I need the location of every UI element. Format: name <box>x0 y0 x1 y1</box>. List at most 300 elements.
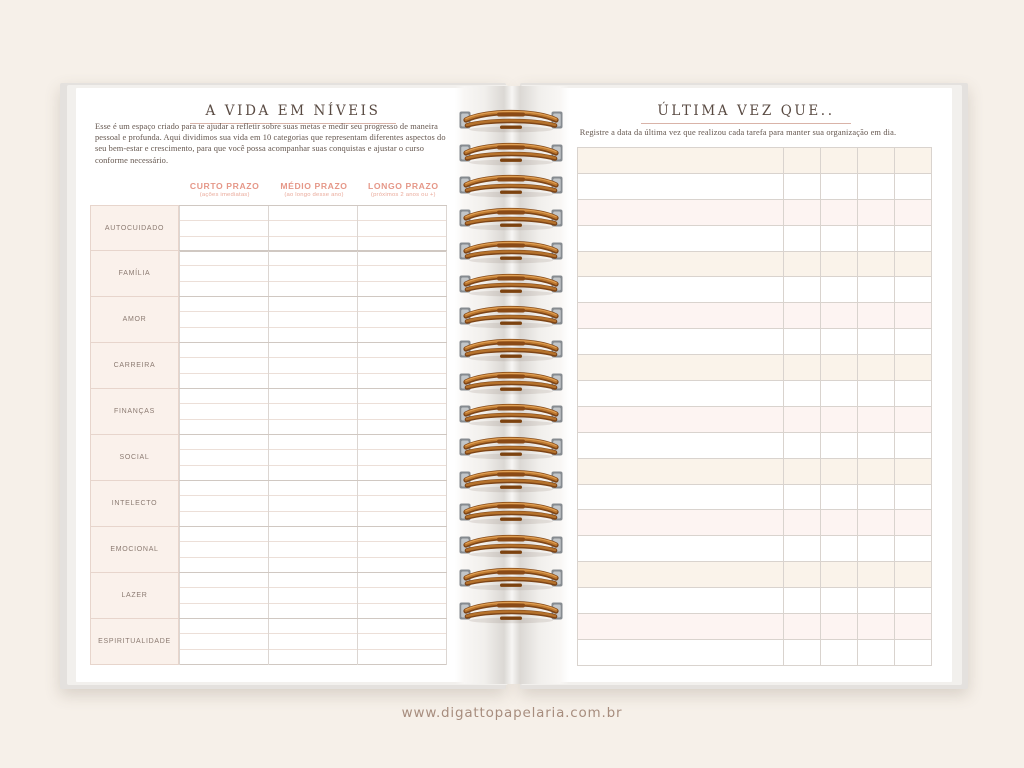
date-cell <box>895 355 931 380</box>
column-header-sublabel: (ações imediatas) <box>199 192 250 198</box>
binder-ring <box>459 401 563 427</box>
goal-line-cell <box>269 282 357 297</box>
date-cell <box>821 381 858 406</box>
category-label: EMOCIONAL <box>90 526 179 573</box>
date-cell <box>858 355 895 380</box>
date-cell <box>895 200 931 225</box>
goal-line-cell <box>180 481 268 496</box>
column-header-sublabel: (próximos 2 anos ou +) <box>370 192 436 198</box>
date-cell <box>821 640 858 665</box>
goal-column <box>268 481 357 527</box>
date-cell <box>858 407 895 432</box>
goal-line-cell <box>180 450 268 465</box>
date-cell <box>821 407 858 432</box>
task-row <box>578 485 931 511</box>
goal-line-cell <box>180 206 268 221</box>
binder-ring-glyph <box>459 434 563 460</box>
binder-ring <box>459 172 563 198</box>
goal-line-cell <box>358 450 446 465</box>
goal-column <box>357 206 447 251</box>
task-cell <box>578 459 784 484</box>
date-cell <box>784 148 821 173</box>
date-cell <box>784 459 821 484</box>
category-label: SOCIAL <box>90 434 179 481</box>
category-columns <box>179 296 447 343</box>
goal-line-cell <box>269 450 357 465</box>
date-cell <box>821 329 858 354</box>
binder-ring-glyph <box>459 369 563 395</box>
date-cell <box>895 433 931 458</box>
goal-column <box>268 297 357 343</box>
date-cell <box>895 329 931 354</box>
task-row <box>578 640 931 665</box>
task-row <box>578 148 931 174</box>
date-cell <box>821 226 858 251</box>
task-row <box>578 174 931 200</box>
goal-line-cell <box>358 404 446 419</box>
right-page-title: ÚLTIMA VEZ QUE.. <box>641 103 850 124</box>
goal-line-cell <box>180 604 268 619</box>
date-cell <box>821 588 858 613</box>
life-levels-table <box>90 205 447 665</box>
category-row <box>90 297 447 343</box>
binder-ring-glyph <box>459 107 563 133</box>
goal-line-cell <box>358 358 446 373</box>
task-cell <box>578 485 784 510</box>
task-cell <box>578 174 784 199</box>
category-row <box>90 619 447 665</box>
date-cell <box>895 485 931 510</box>
goal-column <box>357 481 447 527</box>
goal-column <box>357 435 447 481</box>
date-cell <box>895 252 931 277</box>
date-cell <box>821 277 858 302</box>
goal-column <box>179 389 268 435</box>
task-row <box>578 459 931 485</box>
date-cell <box>784 510 821 535</box>
binder-ring <box>459 107 563 133</box>
task-row <box>578 510 931 536</box>
date-cell <box>858 536 895 561</box>
goal-column <box>179 619 268 665</box>
date-cell <box>784 252 821 277</box>
category-row <box>90 251 447 297</box>
task-row <box>578 329 931 355</box>
date-cell <box>895 148 931 173</box>
date-cell <box>784 614 821 639</box>
column-header-sublabel: (ao longo desse ano) <box>284 192 344 198</box>
goal-line-cell <box>180 358 268 373</box>
binder-ring-glyph <box>459 303 563 329</box>
category-label: ESPIRITUALIDADE <box>90 618 179 665</box>
date-cell <box>784 588 821 613</box>
column-header <box>180 181 269 198</box>
date-cell <box>858 640 895 665</box>
date-cell <box>895 174 931 199</box>
goal-column <box>268 527 357 573</box>
task-row <box>578 277 931 303</box>
goal-line-cell <box>180 634 268 649</box>
task-row <box>578 200 931 226</box>
goal-line-cell <box>269 221 357 236</box>
goal-column <box>357 619 447 665</box>
goal-line-cell <box>358 634 446 649</box>
goal-line-cell <box>358 297 446 312</box>
date-cell <box>784 536 821 561</box>
date-cell <box>858 252 895 277</box>
goal-line-cell <box>269 404 357 419</box>
goal-column <box>357 297 447 343</box>
date-cell <box>895 381 931 406</box>
goal-line-cell <box>269 481 357 496</box>
goal-line-cell <box>358 496 446 511</box>
category-label: AMOR <box>90 296 179 343</box>
goal-line-cell <box>269 512 357 527</box>
left-page <box>76 88 510 682</box>
task-row <box>578 381 931 407</box>
goal-column <box>179 297 268 343</box>
goal-column <box>357 389 447 435</box>
date-cell <box>821 148 858 173</box>
date-cell <box>784 303 821 328</box>
category-label: LAZER <box>90 572 179 619</box>
goal-line-cell <box>269 466 357 481</box>
binder-ring-glyph <box>459 401 563 427</box>
date-cell <box>895 588 931 613</box>
date-cell <box>895 226 931 251</box>
goal-line-cell <box>180 282 268 297</box>
goal-line-cell <box>358 604 446 619</box>
category-label: AUTOCUIDADO <box>90 205 179 251</box>
date-cell <box>895 536 931 561</box>
goal-line-cell <box>180 558 268 573</box>
goal-line-cell <box>180 512 268 527</box>
date-cell <box>821 303 858 328</box>
footer-url: www.digattopapelaria.com.br <box>401 705 623 721</box>
category-label: INTELECTO <box>90 480 179 527</box>
binder-ring-glyph <box>459 565 563 591</box>
goal-line-cell <box>180 328 268 343</box>
goal-line-cell <box>358 343 446 358</box>
binder-ring <box>459 271 563 297</box>
task-cell <box>578 407 784 432</box>
category-row <box>90 205 447 251</box>
goal-line-cell <box>269 435 357 450</box>
task-cell <box>578 252 784 277</box>
date-cell <box>784 355 821 380</box>
date-cell <box>858 588 895 613</box>
task-row <box>578 303 931 329</box>
date-cell <box>821 614 858 639</box>
date-cell <box>895 277 931 302</box>
date-cell <box>821 200 858 225</box>
binder-ring-glyph <box>459 598 563 624</box>
date-cell <box>895 640 931 665</box>
goal-line-cell <box>358 542 446 557</box>
binder-ring-glyph <box>459 532 563 558</box>
goal-line-cell <box>180 588 268 603</box>
task-cell <box>578 588 784 613</box>
goal-column <box>268 389 357 435</box>
date-cell <box>858 148 895 173</box>
task-row <box>578 252 931 278</box>
goal-line-cell <box>358 206 446 221</box>
category-columns <box>179 480 447 527</box>
goal-line-cell <box>269 251 357 266</box>
category-row <box>90 389 447 435</box>
binder-ring <box>459 238 563 264</box>
goal-column <box>357 527 447 573</box>
date-cell <box>858 226 895 251</box>
goal-line-cell <box>269 266 357 281</box>
date-cell <box>784 381 821 406</box>
goal-line-cell <box>180 374 268 389</box>
date-cell <box>821 510 858 535</box>
task-cell <box>578 510 784 535</box>
left-page-title: A VIDA EM NÍVEIS <box>190 103 397 124</box>
binder-ring-glyph <box>459 499 563 525</box>
goal-line-cell <box>180 297 268 312</box>
goal-line-cell <box>180 435 268 450</box>
column-header <box>269 181 358 198</box>
goal-line-cell <box>358 481 446 496</box>
column-header-label: MÉDIO PRAZO <box>280 181 348 191</box>
date-cell <box>784 226 821 251</box>
date-cell <box>895 459 931 484</box>
goal-line-cell <box>180 420 268 435</box>
left-column-headers <box>180 181 448 198</box>
task-cell <box>578 381 784 406</box>
category-row <box>90 435 447 481</box>
date-cell <box>821 174 858 199</box>
binder-ring-glyph <box>459 336 563 362</box>
category-label: FAMÍLIA <box>90 250 179 297</box>
right-page <box>522 88 952 682</box>
goal-line-cell <box>269 558 357 573</box>
goal-line-cell <box>180 343 268 358</box>
date-cell <box>858 303 895 328</box>
date-cell <box>784 329 821 354</box>
task-row <box>578 226 931 252</box>
goal-line-cell <box>180 466 268 481</box>
date-cell <box>821 536 858 561</box>
left-page-intro: Esse é um espaço criado para te ajudar a refletir sobre suas metas e medir seu progresso de maneira pessoal e profunda. Aqui dividimos sua vida em 10 categorias que representam diferentes aspectos do seu bem-estar e crescimento, para que você possa acompanhar suas conquistas e ajustar o curso conforme necessário. <box>95 122 446 165</box>
goal-line-cell <box>358 420 446 435</box>
binder-ring-glyph <box>459 271 563 297</box>
goal-line-cell <box>358 650 446 665</box>
goal-line-cell <box>358 619 446 634</box>
category-row <box>90 573 447 619</box>
goal-line-cell <box>180 573 268 588</box>
category-row <box>90 343 447 389</box>
goal-line-cell <box>180 496 268 511</box>
goal-column <box>268 619 357 665</box>
goal-line-cell <box>358 312 446 327</box>
task-cell <box>578 200 784 225</box>
category-columns <box>179 342 447 389</box>
goal-column <box>179 573 268 619</box>
date-cell <box>895 407 931 432</box>
task-cell <box>578 277 784 302</box>
goal-line-cell <box>269 604 357 619</box>
goal-line-cell <box>269 343 357 358</box>
goal-column <box>179 435 268 481</box>
goal-line-cell <box>269 573 357 588</box>
goal-line-cell <box>269 619 357 634</box>
date-cell <box>858 485 895 510</box>
goal-line-cell <box>180 221 268 236</box>
category-columns <box>179 572 447 619</box>
goal-line-cell <box>269 206 357 221</box>
goal-line-cell <box>358 558 446 573</box>
date-cell <box>821 252 858 277</box>
category-columns <box>179 205 447 251</box>
date-cell <box>784 407 821 432</box>
goal-column <box>179 206 268 251</box>
task-cell <box>578 640 784 665</box>
date-cell <box>784 640 821 665</box>
goal-line-cell <box>269 358 357 373</box>
date-cell <box>895 614 931 639</box>
goal-line-cell <box>358 573 446 588</box>
goal-line-cell <box>180 542 268 557</box>
category-row <box>90 481 447 527</box>
goal-line-cell <box>358 374 446 389</box>
goal-line-cell <box>180 251 268 266</box>
goal-line-cell <box>180 619 268 634</box>
goal-line-cell <box>269 542 357 557</box>
goal-column <box>268 206 357 251</box>
binder-ring-glyph <box>459 467 563 493</box>
date-cell <box>858 329 895 354</box>
date-cell <box>784 433 821 458</box>
date-cell <box>858 562 895 587</box>
date-cell <box>858 277 895 302</box>
date-cell <box>784 200 821 225</box>
goal-line-cell <box>269 328 357 343</box>
task-cell <box>578 226 784 251</box>
date-cell <box>784 562 821 587</box>
binder-ring-glyph <box>459 205 563 231</box>
binder-ring <box>459 140 563 166</box>
goal-column <box>268 435 357 481</box>
goal-line-cell <box>180 312 268 327</box>
date-cell <box>821 355 858 380</box>
goal-line-cell <box>180 266 268 281</box>
category-columns <box>179 250 447 297</box>
date-cell <box>821 459 858 484</box>
goal-line-cell <box>358 389 446 404</box>
task-cell <box>578 329 784 354</box>
category-columns <box>179 526 447 573</box>
date-cell <box>858 510 895 535</box>
binder-ring <box>459 205 563 231</box>
goal-line-cell <box>269 650 357 665</box>
goal-line-cell <box>358 266 446 281</box>
date-cell <box>858 614 895 639</box>
goal-column <box>268 573 357 619</box>
right-page-subtitle: Registre a data da última vez que realizou cada tarefa para manter sua organização em dia. <box>579 128 897 137</box>
goal-column <box>357 343 447 389</box>
date-cell <box>858 381 895 406</box>
goal-line-cell <box>358 328 446 343</box>
date-cell <box>895 303 931 328</box>
binder-ring <box>459 532 563 558</box>
binder-ring <box>459 303 563 329</box>
date-cell <box>821 562 858 587</box>
goal-line-cell <box>358 221 446 236</box>
goal-column <box>268 251 357 297</box>
goal-line-cell <box>269 527 357 542</box>
goal-line-cell <box>358 251 446 266</box>
task-cell <box>578 433 784 458</box>
date-cell <box>858 174 895 199</box>
task-cell <box>578 562 784 587</box>
task-row <box>578 614 931 640</box>
task-row <box>578 588 931 614</box>
binder-ring <box>459 336 563 362</box>
binder-ring-glyph <box>459 140 563 166</box>
binder-ring <box>459 434 563 460</box>
column-header <box>359 181 448 198</box>
binder-ring <box>459 467 563 493</box>
goal-column <box>357 573 447 619</box>
goal-column <box>357 251 447 297</box>
task-cell <box>578 148 784 173</box>
goal-column <box>179 481 268 527</box>
date-cell <box>858 433 895 458</box>
task-cell <box>578 303 784 328</box>
goal-line-cell <box>358 527 446 542</box>
goal-line-cell <box>269 634 357 649</box>
goal-line-cell <box>269 496 357 511</box>
binder-ring <box>459 598 563 624</box>
column-header-label: LONGO PRAZO <box>368 181 439 191</box>
goal-column <box>268 343 357 389</box>
column-header-label: CURTO PRAZO <box>189 181 260 191</box>
category-row <box>90 527 447 573</box>
date-cell <box>784 485 821 510</box>
spiral-binding <box>459 0 563 768</box>
goal-line-cell <box>358 435 446 450</box>
category-columns <box>179 388 447 435</box>
date-cell <box>821 485 858 510</box>
goal-column <box>179 527 268 573</box>
goal-column <box>179 343 268 389</box>
goal-line-cell <box>269 420 357 435</box>
task-cell <box>578 536 784 561</box>
goal-line-cell <box>269 374 357 389</box>
category-label: FINANÇAS <box>90 388 179 435</box>
goal-line-cell <box>358 588 446 603</box>
task-cell <box>578 614 784 639</box>
goal-line-cell <box>269 389 357 404</box>
task-row <box>578 355 931 381</box>
goal-line-cell <box>269 312 357 327</box>
binder-ring <box>459 565 563 591</box>
goal-column <box>179 251 268 297</box>
goal-line-cell <box>180 527 268 542</box>
right-title-wrap <box>562 102 930 124</box>
goal-line-cell <box>180 389 268 404</box>
goal-line-cell <box>269 297 357 312</box>
date-cell <box>784 277 821 302</box>
date-cell <box>895 510 931 535</box>
task-row <box>578 407 931 433</box>
category-columns <box>179 434 447 481</box>
goal-line-cell <box>269 588 357 603</box>
binder-ring <box>459 369 563 395</box>
